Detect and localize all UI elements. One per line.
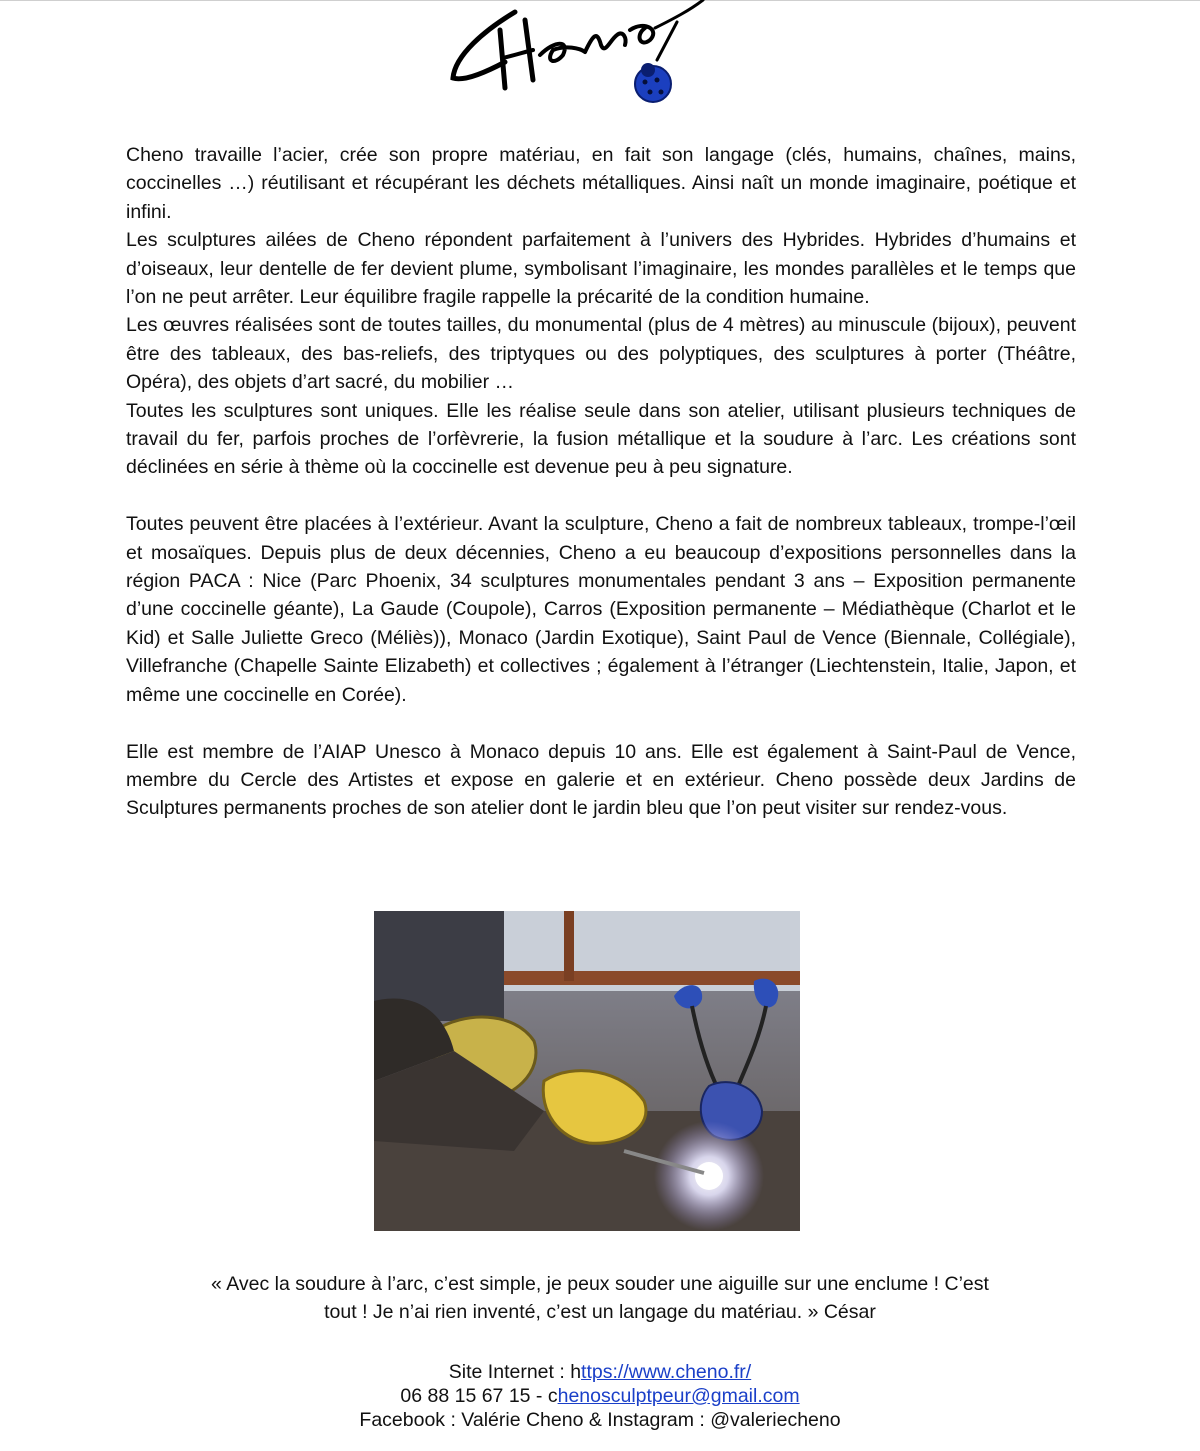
- paragraph: Toutes les sculptures sont uniques. Elle les réalise seule dans son atelier, utilisant plusieurs techniques de travail du fer, parfois proches de l’orfèvrerie, la fusion métallique et la soudure à l’arc. Les créations sont déclinées en série à thème où la coccinelle est devenue peu à peu signature.: [126, 399, 1076, 479]
- website-label: Site Internet :: [448, 1361, 571, 1383]
- paragraph: Les sculptures ailées de Cheno répondent parfaitement à l’univers des Hybrides. Hybrides d’humains et d’oiseaux, leur dentelle de fer devient plume, symbolisant l’imaginaire, les mondes parallèles et le temps que l’on ne peut arrêter. Leur équilibre fragile rappelle la précarité de la condition humaine.: [126, 229, 1076, 309]
- cheno-logo: [445, 0, 715, 108]
- phone-email-line: [100, 1384, 1100, 1408]
- quote-line: « Avec la soudure à l’arc, c’est simple, je peux souder une aiguille sur une enclume ! C’est: [211, 1273, 989, 1295]
- cheno-signature-icon: [445, 0, 715, 108]
- contact-info: [100, 1360, 1100, 1432]
- email-link-c[interactable]: c: [547, 1385, 558, 1407]
- cesar-quote: [100, 1270, 1100, 1327]
- email-link[interactable]: henosculptpeur@gmail.com: [557, 1385, 800, 1407]
- paragraph: Cheno travaille l’acier, crée son propre matériau, en fait son langage (clés, humains, chaînes, mains, coccinelles …) réutilisant et récupérant les déchets métalliques. Ainsi naît un monde imaginaire, poétique et infini.: [126, 144, 1076, 223]
- website-link[interactable]: ttps://www.cheno.fr/: [581, 1361, 752, 1383]
- paragraph: Toutes peuvent être placées à l’extérieur. Avant la sculpture, Cheno a fait de nombreux tableaux, trompe-l’œil et mosaïques. Depuis plus de deux décennies, Cheno a eu beaucoup d’expositions personnelles dans la région PACA : Nice (Parc Phoenix, 34 sculptures monumentales pendant 3 ans – Exposition permanente d’une coccinelle géante), La Gaude (Coupole), Carros (Exposition permanente – Médiathèque (Charlot et le Kid) et Salle Juliette Greco (Méliès)), Monaco (Jardin Exotique), Saint Paul de Vence (Biennale, Collégiale), Villefranche (Chapelle Sainte Elizabeth) et collectives ; également à l’étranger (Liechtenstein, Italie, Japon, et même une coccinelle en Corée).: [126, 513, 1076, 706]
- social-line: Facebook : Valérie Cheno & Instagram : @valeriecheno: [359, 1409, 841, 1431]
- paragraph: Elle est membre de l’AIAP Unesco à Monaco depuis 10 ans. Elle est également à Saint-Paul de Vence, membre du Cercle des Artistes et expose en galerie et en extérieur. Cheno possède deux Jardins de Sculptures permanents proches de son atelier dont le jardin bleu que l’on peut visiter sur rendez-vous.: [126, 740, 1076, 820]
- quote-line: tout ! Je n’ai rien inventé, c’est un langage du matériau. » César: [324, 1301, 876, 1324]
- website-link-h[interactable]: h: [570, 1361, 582, 1383]
- article-body: [126, 141, 1076, 823]
- website-line: [100, 1360, 1100, 1384]
- phone-number: 06 88 15 67 15 -: [400, 1385, 548, 1407]
- paragraph: Les œuvres réalisées sont de toutes tailles, du monumental (plus de 4 mètres) au minuscule (bijoux), peuvent être des tableaux, des bas-reliefs, des triptyques ou des polyptiques, des sculptures à porter (Théâtre, Opéra), des objets d’art sacré, du mobilier …: [126, 314, 1076, 394]
- welding-photo: [374, 911, 800, 1231]
